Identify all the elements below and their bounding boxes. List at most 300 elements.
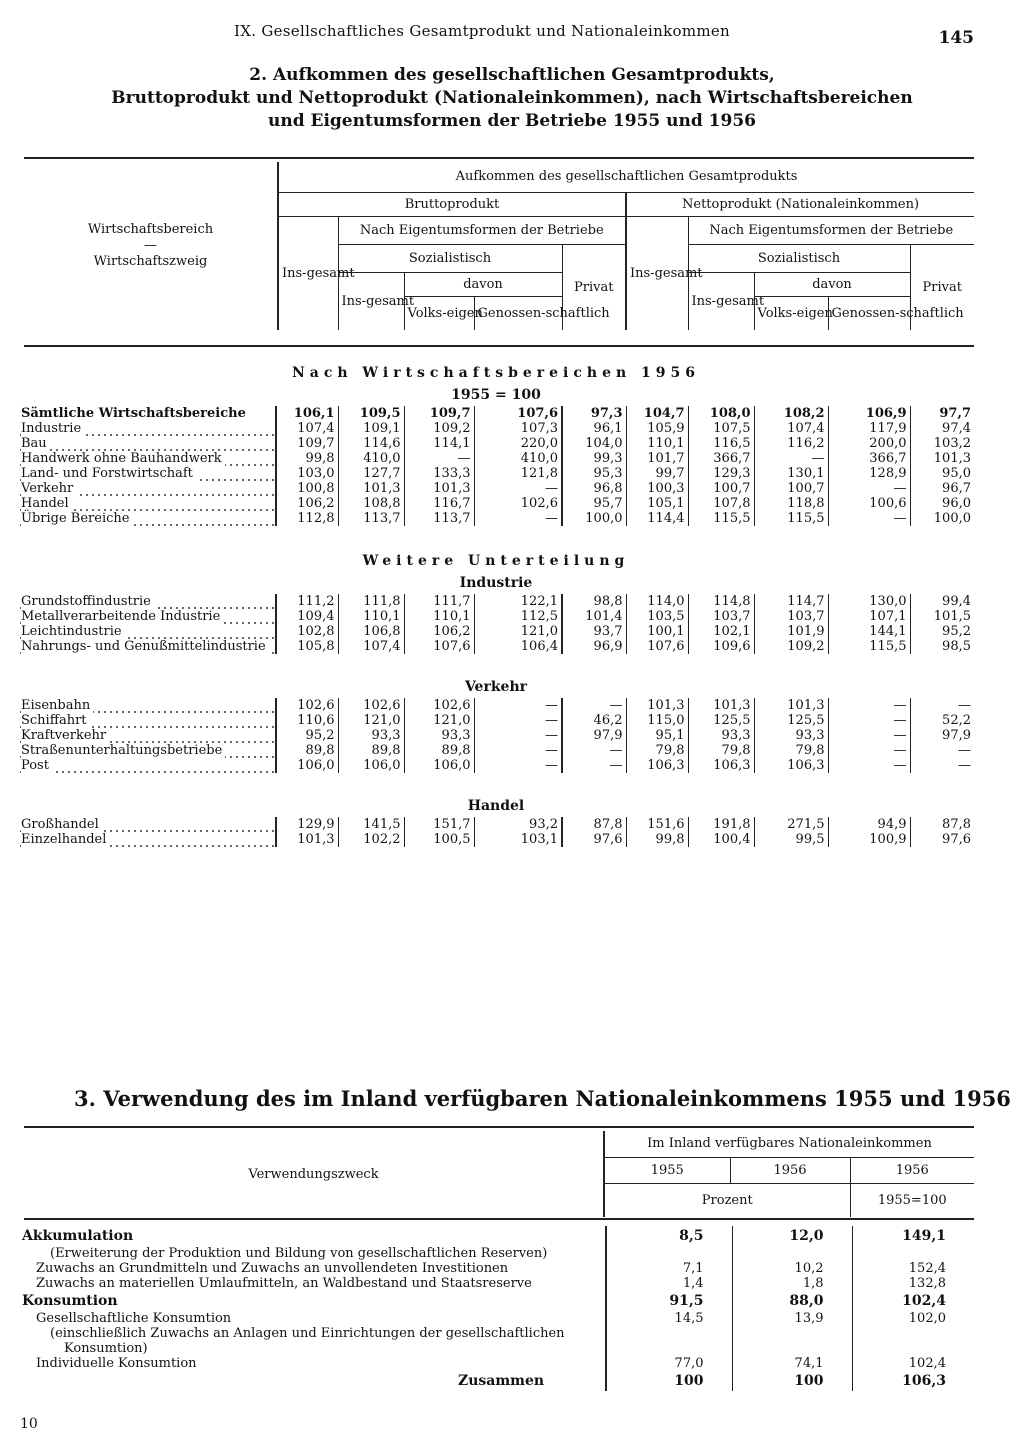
table-cell: 100 <box>732 1371 852 1391</box>
table-cell: 107,4 <box>338 639 404 654</box>
table-cell: 100,0 <box>562 511 626 526</box>
table-row <box>18 832 974 847</box>
header-privat: Privat <box>922 279 962 295</box>
table-cell: 103,0 <box>276 466 338 481</box>
table-cell: 74,1 <box>732 1356 852 1371</box>
table-cell: 100,9 <box>828 832 910 847</box>
table-cell: 89,8 <box>404 743 474 758</box>
table-cell: 107,1 <box>828 609 910 624</box>
table-cell: 114,8 <box>688 594 754 609</box>
table-cell: 79,8 <box>754 743 828 758</box>
section-heading: Nach Wirtschaftsbereichen 1956 <box>291 364 701 381</box>
table-row <box>18 639 974 654</box>
table-cell: 366,7 <box>828 451 910 466</box>
row-label: Handwerk ohne Bauhandwerk <box>18 451 276 466</box>
table-cell: — <box>562 698 626 713</box>
table-cell: 108,8 <box>338 496 404 511</box>
table-cell: 106,2 <box>404 624 474 639</box>
table3-stub-header: Verwendungszweck <box>24 1131 604 1217</box>
table-cell: 109,2 <box>404 421 474 436</box>
header-genossenschaftlich: Genossen-schaftlich <box>474 296 562 330</box>
table-cell: 107,6 <box>404 639 474 654</box>
row-label: Individuelle Konsumtion <box>36 1356 197 1371</box>
table-row <box>18 1326 974 1341</box>
table-cell: — <box>474 698 562 713</box>
table-cell: 52,2 <box>910 713 974 728</box>
row-label: Kraftverkehr <box>18 728 276 743</box>
table-cell: 99,4 <box>910 594 974 609</box>
table-cell: 103,1 <box>474 832 562 847</box>
table-cell: 108,2 <box>754 406 828 421</box>
table2-header <box>24 162 974 330</box>
table-cell: 109,7 <box>276 436 338 451</box>
table-cell: 116,2 <box>754 436 828 451</box>
table-cell: 101,3 <box>626 698 688 713</box>
table-cell: 366,7 <box>688 451 754 466</box>
table-cell: 110,1 <box>404 609 474 624</box>
table-cell: 93,3 <box>404 728 474 743</box>
table2-title-line: Bruttoprodukt und Nettoprodukt (Nationaleinkommen), nach Wirtschaftsbereichen <box>111 88 913 108</box>
table3-col-1956: 1956 <box>730 1157 850 1183</box>
table-cell: 97,7 <box>910 406 974 421</box>
table-cell: 10,2 <box>732 1261 852 1276</box>
table-cell: 97,6 <box>910 832 974 847</box>
table-cell: 101,3 <box>910 451 974 466</box>
table-cell: 110,1 <box>626 436 688 451</box>
table-row <box>18 436 974 451</box>
table-cell: 1,4 <box>606 1276 732 1291</box>
row-label: Einzelhandel <box>18 832 276 847</box>
stub-header: Wirtschaftsbereich — Wirtschaftszweig <box>24 162 278 330</box>
table-cell: 98,8 <box>562 594 626 609</box>
table-cell: 102,6 <box>404 698 474 713</box>
table-cell: 89,8 <box>338 743 404 758</box>
table-cell: 91,5 <box>606 1291 732 1311</box>
row-label: Grundstoffindustrie <box>18 594 276 609</box>
table-cell: 105,9 <box>626 421 688 436</box>
row-label: Übrige Bereiche <box>18 511 276 526</box>
table-cell <box>852 1246 974 1261</box>
table2-title <box>0 64 1024 133</box>
table-cell: 96,8 <box>562 481 626 496</box>
table-cell: 125,5 <box>754 713 828 728</box>
table-row <box>18 406 974 421</box>
table-cell: 101,4 <box>562 609 626 624</box>
running-head: IX. Gesellschaftliches Gesamtprodukt und Nationaleinkommen <box>234 22 731 40</box>
table-cell: 114,7 <box>754 594 828 609</box>
header-privat: Privat <box>562 244 626 330</box>
table-row <box>18 1311 974 1326</box>
row-label: Zusammen <box>458 1372 545 1389</box>
table-cell: 100 <box>606 1371 732 1391</box>
table-cell: 115,0 <box>626 713 688 728</box>
row-label: (Erweiterung der Produktion und Bildung von gesellschaftlichen Reserven) <box>50 1246 548 1261</box>
table-cell: 130,0 <box>828 594 910 609</box>
table-cell: 106,9 <box>828 406 910 421</box>
table-cell: 107,5 <box>688 421 754 436</box>
row-label: Leichtindustrie <box>18 624 276 639</box>
table-cell: 103,5 <box>626 609 688 624</box>
table3-unit-index: 1955=100 <box>877 1192 947 1208</box>
table-cell: 93,2 <box>474 817 562 832</box>
row-label: Nahrungs- und Genußmittelindustrie <box>18 639 276 654</box>
table-cell: 93,3 <box>754 728 828 743</box>
table3-header-top: Im Inland verfügbares Nationaleinkommen <box>604 1131 974 1157</box>
row-label: Handel <box>18 496 276 511</box>
header-insgesamt: Ins-gesamt <box>626 216 688 330</box>
header-netto: Nettoprodukt (Nationaleinkommen) <box>626 192 974 216</box>
table-cell: 149,1 <box>852 1226 974 1246</box>
table-cell: 103,7 <box>688 609 754 624</box>
table-row <box>18 1226 974 1246</box>
table-cell: 109,4 <box>276 609 338 624</box>
table-cell: 102,4 <box>852 1356 974 1371</box>
table-cell: 102,6 <box>276 698 338 713</box>
table-cell: 95,2 <box>910 624 974 639</box>
table-row <box>18 594 974 609</box>
table-cell: 102,4 <box>852 1291 974 1311</box>
table-cell: 110,1 <box>338 609 404 624</box>
table-cell: 121,8 <box>474 466 562 481</box>
table-cell: 106,0 <box>276 758 338 773</box>
row-label: Post <box>18 758 276 773</box>
row-label: Sämtliche Wirtschaftsbereiche <box>18 406 276 421</box>
table-row <box>18 451 974 466</box>
table-cell: 107,4 <box>276 421 338 436</box>
table-cell: 112,5 <box>474 609 562 624</box>
table-cell: 151,7 <box>404 817 474 832</box>
table-cell: — <box>828 511 910 526</box>
header-eigentum: Nach Eigentumsformen der Betriebe <box>338 216 626 244</box>
table-cell: 106,0 <box>338 758 404 773</box>
header-insgesamt: Ins-gesamt <box>278 216 338 330</box>
table-cell <box>852 1326 974 1341</box>
row-label: Metallverarbeitende Industrie <box>18 609 276 624</box>
row-label: Konsumtion) <box>64 1341 148 1356</box>
table-cell: 87,8 <box>562 817 626 832</box>
table-cell: 129,3 <box>688 466 754 481</box>
table-cell: 102,6 <box>474 496 562 511</box>
header-volkseigen: Volks-eigen <box>404 296 474 330</box>
table-cell: 410,0 <box>338 451 404 466</box>
table-cell: 106,3 <box>754 758 828 773</box>
table-cell: 96,7 <box>910 481 974 496</box>
table-cell: 103,2 <box>910 436 974 451</box>
table-cell <box>732 1341 852 1356</box>
table-cell: — <box>910 743 974 758</box>
table-row <box>18 496 974 511</box>
table-cell: — <box>474 713 562 728</box>
table-cell: 133,3 <box>404 466 474 481</box>
table-cell: — <box>910 698 974 713</box>
table-cell: — <box>828 698 910 713</box>
table-cell: — <box>828 713 910 728</box>
table-cell: 100,0 <box>910 511 974 526</box>
table-cell: 100,1 <box>626 624 688 639</box>
table-cell: 101,5 <box>910 609 974 624</box>
table-cell: 97,4 <box>910 421 974 436</box>
table-cell: 106,0 <box>404 758 474 773</box>
table-cell: 109,7 <box>404 406 474 421</box>
table-cell: 106,3 <box>688 758 754 773</box>
table-cell: — <box>474 758 562 773</box>
table-cell: 122,1 <box>474 594 562 609</box>
table-cell: 111,8 <box>338 594 404 609</box>
header-insgesamt: Ins-gesamt <box>338 272 404 330</box>
table-cell: 127,7 <box>338 466 404 481</box>
table-cell: — <box>474 481 562 496</box>
table-cell: 114,0 <box>626 594 688 609</box>
table-row <box>18 466 974 481</box>
table-cell: 106,2 <box>276 496 338 511</box>
table-cell <box>732 1246 852 1261</box>
table-cell: — <box>562 758 626 773</box>
table-cell <box>606 1246 732 1261</box>
table-cell: 100,5 <box>404 832 474 847</box>
table-row <box>18 1261 974 1276</box>
row-label: Bau <box>18 436 276 451</box>
table-cell: 1,8 <box>732 1276 852 1291</box>
table-cell: 99,7 <box>626 466 688 481</box>
table-cell: 105,8 <box>276 639 338 654</box>
table-cell: — <box>474 743 562 758</box>
table-cell: 106,8 <box>338 624 404 639</box>
table-row <box>18 624 974 639</box>
table-cell: 106,3 <box>852 1371 974 1391</box>
table-cell: 121,0 <box>338 713 404 728</box>
table-cell: 12,0 <box>732 1226 852 1246</box>
table3-body <box>18 1226 974 1391</box>
table-cell: 101,3 <box>338 481 404 496</box>
table-cell: 125,5 <box>688 713 754 728</box>
table3-col-1956-index: 1956 <box>850 1157 974 1183</box>
row-label: Gesellschaftliche Konsumtion <box>36 1311 232 1326</box>
table-cell: 93,3 <box>688 728 754 743</box>
table-cell: 130,1 <box>754 466 828 481</box>
header-sozialistisch: Sozialistisch <box>338 244 562 272</box>
table3-col-1955: 1955 <box>604 1157 730 1183</box>
table-cell: — <box>754 451 828 466</box>
footer-number: 10 <box>20 1416 38 1432</box>
table-cell: 144,1 <box>828 624 910 639</box>
table-cell: 114,1 <box>404 436 474 451</box>
table-cell: 101,3 <box>404 481 474 496</box>
table-cell: 95,7 <box>562 496 626 511</box>
table-cell: — <box>404 451 474 466</box>
table-cell: 116,7 <box>404 496 474 511</box>
row-label: Zuwachs an Grundmitteln und Zuwachs an unvollendeten Investitionen <box>36 1261 509 1276</box>
table-cell <box>732 1326 852 1341</box>
table-cell: 132,8 <box>852 1276 974 1291</box>
row-label: Industrie <box>18 421 276 436</box>
table-cell: 220,0 <box>474 436 562 451</box>
table-cell: 94,9 <box>828 817 910 832</box>
table-cell: 101,3 <box>754 698 828 713</box>
table-cell: 152,4 <box>852 1261 974 1276</box>
row-label: Straßenunterhaltungsbetriebe <box>18 743 276 758</box>
table3-header <box>24 1131 974 1217</box>
table-cell: — <box>828 758 910 773</box>
table-cell: 107,4 <box>754 421 828 436</box>
table-cell: 115,5 <box>688 511 754 526</box>
table-cell: 100,3 <box>626 481 688 496</box>
table-cell: 102,8 <box>276 624 338 639</box>
table-row <box>18 1341 974 1356</box>
table-cell: 98,5 <box>910 639 974 654</box>
table-cell: 101,7 <box>626 451 688 466</box>
table-cell: 100,8 <box>276 481 338 496</box>
header-sozialistisch: Sozialistisch <box>688 244 910 272</box>
table-cell: 100,6 <box>828 496 910 511</box>
table-row <box>18 1291 974 1311</box>
table-cell: 108,0 <box>688 406 754 421</box>
table-cell: — <box>474 511 562 526</box>
table-cell <box>606 1326 732 1341</box>
table-row <box>18 1276 974 1291</box>
table-cell: 128,9 <box>828 466 910 481</box>
page-number: 145 <box>938 28 974 48</box>
table-row <box>18 1246 974 1261</box>
table-row <box>18 421 974 436</box>
table-cell: 101,3 <box>688 698 754 713</box>
table-cell: 106,1 <box>276 406 338 421</box>
table-row <box>18 1371 974 1391</box>
table-cell: 79,8 <box>626 743 688 758</box>
table-cell: 89,8 <box>276 743 338 758</box>
table-cell: 114,4 <box>626 511 688 526</box>
table-cell: 93,7 <box>562 624 626 639</box>
table-cell: 111,7 <box>404 594 474 609</box>
table-cell: 114,6 <box>338 436 404 451</box>
table-cell: 191,8 <box>688 817 754 832</box>
table-cell: 100,7 <box>688 481 754 496</box>
table-row <box>18 728 974 743</box>
row-label: Schiffahrt <box>18 713 276 728</box>
row-label: Konsumtion <box>22 1292 118 1309</box>
table-row <box>18 511 974 526</box>
table-cell: 99,3 <box>562 451 626 466</box>
table-cell: — <box>910 758 974 773</box>
table-cell: 109,6 <box>688 639 754 654</box>
row-label: (einschließlich Zuwachs an Anlagen und Einrichtungen der gesellschaftlichen <box>50 1326 565 1341</box>
table-cell: 113,7 <box>338 511 404 526</box>
table-row <box>18 758 974 773</box>
header-eigentum: Nach Eigentumsformen der Betriebe <box>688 216 974 244</box>
header-davon: davon <box>754 272 910 296</box>
table-cell: 109,5 <box>338 406 404 421</box>
table-cell: 7,1 <box>606 1261 732 1276</box>
table-cell: — <box>828 743 910 758</box>
row-label: Verkehr <box>18 481 276 496</box>
header-davon: davon <box>404 272 562 296</box>
table-row <box>18 481 974 496</box>
table-cell: 77,0 <box>606 1356 732 1371</box>
header-genossenschaftlich: Genossen-schaftlich <box>828 296 910 330</box>
table-cell: 117,9 <box>828 421 910 436</box>
table-cell: 95,3 <box>562 466 626 481</box>
table-cell: 46,2 <box>562 713 626 728</box>
header-insgesamt: Ins-gesamt <box>688 272 754 330</box>
group-subtitle: Industrie <box>459 574 533 591</box>
table2-title-line: 2. Aufkommen des gesellschaftlichen Gesamtprodukts, <box>249 65 775 85</box>
table-cell: 14,5 <box>606 1311 732 1326</box>
table-cell: 104,0 <box>562 436 626 451</box>
table2-title-line: und Eigentumsformen der Betriebe 1955 und 1956 <box>267 111 756 131</box>
table3-title: 3. Verwendung des im Inland verfügbaren Nationaleinkommens 1955 und 1956 <box>74 1086 1011 1111</box>
table-cell: 106,3 <box>626 758 688 773</box>
table-cell: 99,8 <box>276 451 338 466</box>
base-year-label: 1955 = 100 <box>451 386 541 403</box>
table-cell: 102,0 <box>852 1311 974 1326</box>
table-cell: 105,1 <box>626 496 688 511</box>
table-cell: 112,8 <box>276 511 338 526</box>
table-cell: 102,2 <box>338 832 404 847</box>
table-row <box>18 743 974 758</box>
table-row <box>18 698 974 713</box>
table-cell: 95,1 <box>626 728 688 743</box>
table-cell: 101,9 <box>754 624 828 639</box>
table-cell: 96,1 <box>562 421 626 436</box>
table-cell: 115,5 <box>828 639 910 654</box>
table-cell: 104,7 <box>626 406 688 421</box>
table-cell: 87,8 <box>910 817 974 832</box>
table-cell: 110,6 <box>276 713 338 728</box>
table-cell: — <box>562 743 626 758</box>
table-cell <box>606 1341 732 1356</box>
header-volkseigen: Volks-eigen <box>754 296 828 330</box>
table-cell: 103,7 <box>754 609 828 624</box>
table-row <box>18 817 974 832</box>
table-cell: 118,8 <box>754 496 828 511</box>
section-heading: Weitere Unterteilung <box>362 552 630 569</box>
table-cell: 109,2 <box>754 639 828 654</box>
table-cell: 100,7 <box>754 481 828 496</box>
table-cell: 97,6 <box>562 832 626 847</box>
row-label: Zuwachs an materiellen Umlaufmitteln, an Waldbestand und Staatsreserve <box>36 1276 532 1291</box>
table-cell: 93,3 <box>338 728 404 743</box>
table-cell: 113,7 <box>404 511 474 526</box>
table-cell: 97,9 <box>562 728 626 743</box>
table-cell: 107,6 <box>474 406 562 421</box>
row-label: Eisenbahn <box>18 698 276 713</box>
table-cell: 100,4 <box>688 832 754 847</box>
table-row <box>18 1356 974 1371</box>
table2-body <box>18 362 974 847</box>
table-cell: 13,9 <box>732 1311 852 1326</box>
table-cell: 121,0 <box>474 624 562 639</box>
table-cell: 200,0 <box>828 436 910 451</box>
table-cell: — <box>474 728 562 743</box>
row-label: Großhandel <box>18 817 276 832</box>
table-cell: 271,5 <box>754 817 828 832</box>
table-cell: 8,5 <box>606 1226 732 1246</box>
table3-unit-percent: Prozent <box>604 1183 850 1217</box>
table-cell: 101,3 <box>276 832 338 847</box>
row-label: Akkumulation <box>22 1227 134 1244</box>
table-cell: 97,9 <box>910 728 974 743</box>
table-cell: 107,3 <box>474 421 562 436</box>
table-cell: 116,5 <box>688 436 754 451</box>
table-cell: — <box>828 481 910 496</box>
table-cell: 115,5 <box>754 511 828 526</box>
table-cell: 88,0 <box>732 1291 852 1311</box>
table-cell: 106,4 <box>474 639 562 654</box>
table-cell: 129,9 <box>276 817 338 832</box>
table-cell: 109,1 <box>338 421 404 436</box>
group-subtitle: Handel <box>467 797 525 814</box>
table-row <box>18 713 974 728</box>
table-cell: 96,9 <box>562 639 626 654</box>
